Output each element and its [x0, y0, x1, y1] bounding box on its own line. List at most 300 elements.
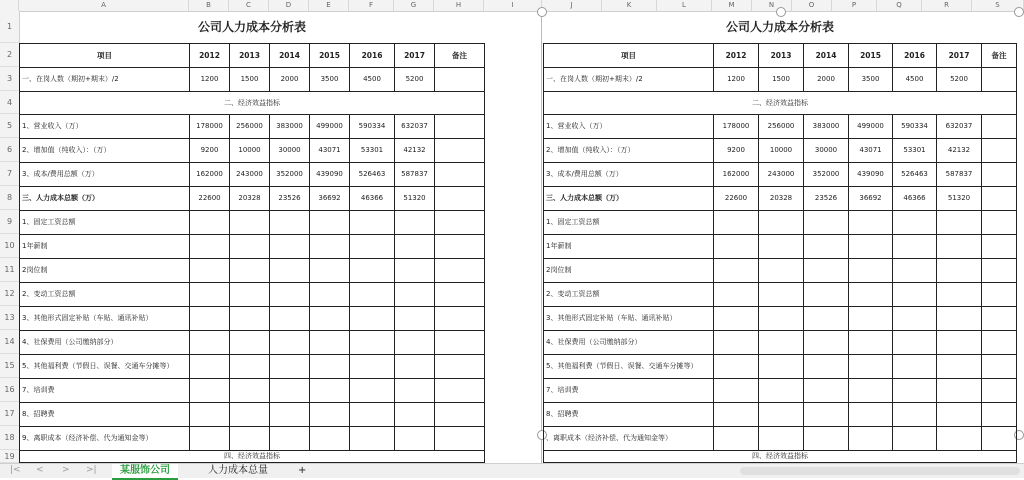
row-header[interactable]: 4 [0, 91, 19, 114]
cell-empty[interactable] [190, 258, 230, 282]
cell-empty[interactable] [350, 354, 395, 378]
cell-empty[interactable] [937, 402, 982, 426]
cell-empty[interactable] [395, 378, 435, 402]
cell-empty[interactable] [982, 258, 1017, 282]
cell-empty[interactable] [230, 258, 270, 282]
cell-empty[interactable] [190, 306, 230, 330]
cell-value[interactable]: 352000 [804, 162, 849, 186]
cell-empty[interactable] [759, 258, 804, 282]
cell-empty[interactable] [759, 378, 804, 402]
cell-empty[interactable] [395, 330, 435, 354]
cell-value[interactable]: 1200 [714, 67, 759, 91]
column-header-h[interactable]: H [434, 0, 484, 11]
cell-empty[interactable] [395, 402, 435, 426]
cell-empty[interactable] [982, 402, 1017, 426]
cell-empty[interactable] [230, 378, 270, 402]
cell-empty[interactable] [395, 426, 435, 450]
cell-empty[interactable] [759, 282, 804, 306]
cell-value[interactable]: 36692 [849, 186, 893, 210]
cell-value[interactable]: 30000 [270, 138, 310, 162]
cell-note[interactable] [435, 186, 485, 210]
row-header[interactable]: 12 [0, 282, 19, 306]
cell-value[interactable]: 20328 [759, 186, 804, 210]
cell-value[interactable]: 632037 [395, 114, 435, 138]
first-sheet-button[interactable]: |< [10, 465, 21, 475]
row-label[interactable]: 2岗位制 [544, 258, 714, 282]
column-header-l[interactable]: L [657, 0, 712, 11]
cell-empty[interactable] [804, 306, 849, 330]
row-header[interactable]: 13 [0, 306, 19, 330]
row-header[interactable]: 7 [0, 162, 19, 186]
cell-empty[interactable] [395, 234, 435, 258]
header-note[interactable]: 备注 [435, 43, 485, 67]
cell-empty[interactable] [270, 426, 310, 450]
column-header-k[interactable]: K [602, 0, 657, 11]
cell-value[interactable]: 9200 [190, 138, 230, 162]
cell-empty[interactable] [310, 210, 350, 234]
cell-empty[interactable] [190, 402, 230, 426]
column-header-q[interactable]: Q [877, 0, 922, 11]
section-header[interactable]: 四、经济效益指标 [544, 450, 1017, 462]
column-header-corner[interactable] [0, 0, 19, 11]
cell-empty[interactable] [310, 402, 350, 426]
header-year[interactable]: 2013 [759, 43, 804, 67]
cell-empty[interactable] [310, 354, 350, 378]
cell-empty[interactable] [759, 210, 804, 234]
column-header-c[interactable]: C [229, 0, 269, 11]
cell-value[interactable]: 256000 [759, 114, 804, 138]
cell-empty[interactable] [982, 282, 1017, 306]
section-header[interactable]: 二、经济效益指标 [544, 91, 1017, 114]
row-label[interactable]: 三、人力成本总额（万） [20, 186, 190, 210]
cell-empty[interactable] [759, 306, 804, 330]
header-year[interactable]: 2013 [230, 43, 270, 67]
cell-empty[interactable] [230, 210, 270, 234]
cell-empty[interactable] [310, 282, 350, 306]
cell-empty[interactable] [350, 210, 395, 234]
cell-empty[interactable] [395, 210, 435, 234]
cell-empty[interactable] [937, 426, 982, 450]
column-header-j[interactable]: J [542, 0, 602, 11]
row-header[interactable]: 6 [0, 138, 19, 162]
cell-empty[interactable] [190, 426, 230, 450]
cell-empty[interactable] [714, 306, 759, 330]
cell-empty[interactable] [270, 258, 310, 282]
cell-empty[interactable] [350, 426, 395, 450]
cell-empty[interactable] [350, 306, 395, 330]
cell-empty[interactable] [937, 234, 982, 258]
cell-empty[interactable] [310, 258, 350, 282]
row-label[interactable]: 1、营业收入（万） [20, 114, 190, 138]
row-label[interactable]: 2、增加值（纯收入）：（万） [544, 138, 714, 162]
cell-value[interactable]: 162000 [190, 162, 230, 186]
cell-empty[interactable] [714, 282, 759, 306]
row-header[interactable]: 19 [0, 450, 19, 463]
cell-value[interactable]: 43071 [310, 138, 350, 162]
header-item[interactable]: 项目 [544, 43, 714, 67]
cell-empty[interactable] [395, 258, 435, 282]
cell-empty[interactable] [759, 330, 804, 354]
header-year[interactable]: 2016 [893, 43, 937, 67]
cell-empty[interactable] [849, 306, 893, 330]
cell-empty[interactable] [435, 258, 485, 282]
cell-value[interactable]: 352000 [270, 162, 310, 186]
cell-empty[interactable] [270, 234, 310, 258]
cell-empty[interactable] [804, 426, 849, 450]
cell-empty[interactable] [230, 234, 270, 258]
column-header-g[interactable]: G [394, 0, 434, 11]
cell-value[interactable]: 23526 [270, 186, 310, 210]
row-label[interactable]: 3、成本/费用总额（万） [544, 162, 714, 186]
cell-value[interactable]: 587837 [937, 162, 982, 186]
next-sheet-button[interactable]: > [62, 465, 70, 475]
row-header[interactable]: 16 [0, 378, 19, 402]
cell-empty[interactable] [270, 402, 310, 426]
cell-value[interactable]: 3500 [310, 67, 350, 91]
cell-empty[interactable] [759, 402, 804, 426]
cell-value[interactable]: 4500 [893, 67, 937, 91]
cell-value[interactable]: 1500 [759, 67, 804, 91]
cell-value[interactable]: 20328 [230, 186, 270, 210]
cell-empty[interactable] [310, 306, 350, 330]
cell-empty[interactable] [310, 330, 350, 354]
row-header[interactable]: 18 [0, 426, 19, 450]
row-header[interactable]: 10 [0, 234, 19, 258]
cell-value[interactable]: 42132 [937, 138, 982, 162]
row-header[interactable]: 9 [0, 210, 19, 234]
section-header[interactable]: 二、经济效益指标 [20, 91, 485, 114]
header-year[interactable]: 2016 [350, 43, 395, 67]
cell-empty[interactable] [804, 378, 849, 402]
prev-sheet-button[interactable]: < [36, 465, 44, 475]
cell-value[interactable]: 383000 [804, 114, 849, 138]
column-header-o[interactable]: O [792, 0, 832, 11]
cell-empty[interactable] [937, 354, 982, 378]
cell-empty[interactable] [435, 306, 485, 330]
cell-empty[interactable] [435, 210, 485, 234]
cell-empty[interactable] [893, 210, 937, 234]
header-year[interactable]: 2017 [937, 43, 982, 67]
cell-note[interactable] [982, 162, 1017, 186]
row-header[interactable]: 1 [0, 11, 19, 43]
cell-value[interactable]: 3500 [849, 67, 893, 91]
cell-empty[interactable] [395, 306, 435, 330]
cell-value[interactable]: 1200 [190, 67, 230, 91]
table-title[interactable]: 公司人力成本分析表 [20, 11, 485, 43]
cell-empty[interactable] [395, 282, 435, 306]
cell-empty[interactable] [435, 426, 485, 450]
section-header[interactable]: 四、经济效益指标 [20, 450, 485, 462]
cell-value[interactable]: 178000 [714, 114, 759, 138]
cell-empty[interactable] [350, 402, 395, 426]
cell-empty[interactable] [982, 330, 1017, 354]
row-label[interactable]: 5、其他福利费（节假日、误餐、交通车分摊等） [544, 354, 714, 378]
cell-empty[interactable] [804, 402, 849, 426]
cell-note[interactable] [982, 138, 1017, 162]
row-label[interactable]: 3、成本/费用总额（万） [20, 162, 190, 186]
row-label[interactable]: 3、其他形式固定补贴（车贴、通讯补贴） [544, 306, 714, 330]
cell-empty[interactable] [804, 258, 849, 282]
cell-empty[interactable] [714, 354, 759, 378]
cell-empty[interactable] [350, 282, 395, 306]
cell-empty[interactable] [270, 282, 310, 306]
cell-empty[interactable] [435, 402, 485, 426]
cell-value[interactable]: 243000 [230, 162, 270, 186]
cell-empty[interactable] [849, 234, 893, 258]
header-year[interactable]: 2017 [395, 43, 435, 67]
cell-empty[interactable] [190, 210, 230, 234]
row-header[interactable]: 15 [0, 354, 19, 378]
cell-empty[interactable] [804, 330, 849, 354]
cell-value[interactable]: 10000 [759, 138, 804, 162]
last-sheet-button[interactable]: >| [86, 465, 97, 475]
cell-note[interactable] [435, 67, 485, 91]
row-label[interactable]: 5、其他福利费（节假日、误餐、交通车分摊等） [20, 354, 190, 378]
row-label[interactable]: 9、离职成本（经济补偿、代为通知金等） [20, 426, 190, 450]
column-header-a[interactable]: A [19, 0, 189, 11]
cell-value[interactable]: 4500 [350, 67, 395, 91]
cell-value[interactable]: 587837 [395, 162, 435, 186]
cell-value[interactable]: 2000 [804, 67, 849, 91]
cell-empty[interactable] [270, 378, 310, 402]
cell-value[interactable]: 439090 [310, 162, 350, 186]
cell-value[interactable]: 51320 [937, 186, 982, 210]
cell-empty[interactable] [893, 402, 937, 426]
cell-value[interactable]: 256000 [230, 114, 270, 138]
row-header[interactable]: 17 [0, 402, 19, 426]
header-year[interactable]: 2012 [190, 43, 230, 67]
tab-labor-cost-total[interactable]: 人力成本总量 [208, 465, 268, 476]
cell-empty[interactable] [190, 378, 230, 402]
cell-empty[interactable] [759, 426, 804, 450]
row-label[interactable]: 8、招聘费 [20, 402, 190, 426]
cell-empty[interactable] [982, 354, 1017, 378]
cell-empty[interactable] [714, 210, 759, 234]
column-header-f[interactable]: F [349, 0, 394, 11]
cell-value[interactable]: 23526 [804, 186, 849, 210]
row-label[interactable]: 4、社保费用（公司缴纳部分） [20, 330, 190, 354]
cell-empty[interactable] [759, 354, 804, 378]
cell-empty[interactable] [310, 378, 350, 402]
cell-empty[interactable] [893, 282, 937, 306]
row-label[interactable]: 1年薪制 [544, 234, 714, 258]
cell-empty[interactable] [714, 234, 759, 258]
cell-value[interactable]: 36692 [310, 186, 350, 210]
cell-empty[interactable] [190, 354, 230, 378]
cell-empty[interactable] [893, 258, 937, 282]
row-label[interactable]: 3、其他形式固定补贴（车贴、通讯补贴） [20, 306, 190, 330]
cell-value[interactable]: 590334 [893, 114, 937, 138]
cell-empty[interactable] [893, 306, 937, 330]
cell-value[interactable]: 43071 [849, 138, 893, 162]
row-label[interactable]: 1年薪制 [20, 234, 190, 258]
cell-value[interactable]: 526463 [893, 162, 937, 186]
column-header-b[interactable]: B [189, 0, 229, 11]
cell-empty[interactable] [982, 210, 1017, 234]
cell-empty[interactable] [893, 426, 937, 450]
cell-empty[interactable] [937, 378, 982, 402]
cell-empty[interactable] [849, 354, 893, 378]
row-label[interactable]: 4、社保费用（公司缴纳部分） [544, 330, 714, 354]
cell-empty[interactable] [230, 330, 270, 354]
cell-empty[interactable] [804, 354, 849, 378]
row-header[interactable]: 5 [0, 114, 19, 138]
cell-empty[interactable] [435, 330, 485, 354]
cell-empty[interactable] [395, 354, 435, 378]
cell-empty[interactable] [982, 378, 1017, 402]
cell-empty[interactable] [849, 426, 893, 450]
row-header[interactable]: 3 [0, 67, 19, 91]
cell-empty[interactable] [230, 354, 270, 378]
row-label[interactable]: 8、招聘费 [544, 402, 714, 426]
cell-empty[interactable] [849, 402, 893, 426]
row-header[interactable]: 14 [0, 330, 19, 354]
cell-empty[interactable] [937, 306, 982, 330]
row-label[interactable]: 2、变动工资总额 [20, 282, 190, 306]
column-header-m[interactable]: M [712, 0, 752, 11]
cell-value[interactable]: 46366 [893, 186, 937, 210]
cell-empty[interactable] [350, 258, 395, 282]
row-label[interactable]: 7、培训费 [20, 378, 190, 402]
cell-value[interactable]: 2000 [270, 67, 310, 91]
horizontal-scrollbar[interactable] [740, 467, 1020, 475]
cell-value[interactable]: 243000 [759, 162, 804, 186]
cell-value[interactable]: 590334 [350, 114, 395, 138]
cell-empty[interactable] [230, 426, 270, 450]
cell-empty[interactable] [435, 282, 485, 306]
cell-value[interactable]: 22600 [190, 186, 230, 210]
header-year[interactable]: 2014 [804, 43, 849, 67]
cell-empty[interactable] [435, 354, 485, 378]
cell-value[interactable]: 51320 [395, 186, 435, 210]
column-header-p[interactable]: P [832, 0, 877, 11]
cell-empty[interactable] [982, 426, 1017, 450]
row-label[interactable]: 1、营业收入（万） [544, 114, 714, 138]
cell-value[interactable]: 178000 [190, 114, 230, 138]
row-header[interactable]: 11 [0, 258, 19, 282]
cell-empty[interactable] [893, 354, 937, 378]
cell-empty[interactable] [804, 282, 849, 306]
cell-empty[interactable] [893, 330, 937, 354]
column-header-n[interactable]: N [752, 0, 792, 11]
cell-empty[interactable] [270, 306, 310, 330]
cell-empty[interactable] [937, 210, 982, 234]
cell-empty[interactable] [849, 282, 893, 306]
cell-empty[interactable] [849, 210, 893, 234]
header-note[interactable]: 备注 [982, 43, 1017, 67]
cell-empty[interactable] [982, 306, 1017, 330]
cell-value[interactable]: 30000 [804, 138, 849, 162]
cell-value[interactable]: 162000 [714, 162, 759, 186]
header-year[interactable]: 2014 [270, 43, 310, 67]
column-header-d[interactable]: D [269, 0, 309, 11]
cell-empty[interactable] [714, 426, 759, 450]
row-label[interactable]: 一、在岗人数（期初+期末）/2 [20, 67, 190, 91]
cell-empty[interactable] [714, 378, 759, 402]
cell-empty[interactable] [270, 330, 310, 354]
cell-empty[interactable] [893, 234, 937, 258]
cell-empty[interactable] [190, 234, 230, 258]
cell-empty[interactable] [350, 234, 395, 258]
cell-value[interactable]: 53301 [893, 138, 937, 162]
row-label[interactable]: 2、增加值（纯收入）：（万） [20, 138, 190, 162]
row-label[interactable]: 、离职成本（经济补偿、代为通知金等） [544, 426, 714, 450]
cell-empty[interactable] [759, 234, 804, 258]
cell-value[interactable]: 53301 [350, 138, 395, 162]
cell-value[interactable]: 10000 [230, 138, 270, 162]
table-title[interactable]: 公司人力成本分析表 [544, 11, 1017, 43]
cell-note[interactable] [435, 114, 485, 138]
cell-empty[interactable] [350, 330, 395, 354]
cell-value[interactable]: 632037 [937, 114, 982, 138]
tab-some-apparel-company[interactable]: 某服饰公司 [112, 464, 178, 480]
cell-empty[interactable] [849, 258, 893, 282]
cell-empty[interactable] [714, 402, 759, 426]
cell-empty[interactable] [190, 282, 230, 306]
cell-empty[interactable] [270, 354, 310, 378]
row-label[interactable]: 一、在岗人数（期初+期末）/2 [544, 67, 714, 91]
header-year[interactable]: 2015 [310, 43, 350, 67]
cell-value[interactable]: 439090 [849, 162, 893, 186]
cell-empty[interactable] [435, 234, 485, 258]
cell-value[interactable]: 46366 [350, 186, 395, 210]
column-header-r[interactable]: R [922, 0, 972, 11]
cell-value[interactable]: 22600 [714, 186, 759, 210]
cell-empty[interactable] [804, 210, 849, 234]
cell-empty[interactable] [804, 234, 849, 258]
column-header-i[interactable]: I [484, 0, 542, 11]
cell-empty[interactable] [230, 282, 270, 306]
cell-empty[interactable] [849, 378, 893, 402]
column-header-s[interactable]: S [972, 0, 1024, 11]
cell-empty[interactable] [937, 330, 982, 354]
cell-value[interactable]: 42132 [395, 138, 435, 162]
add-sheet-button[interactable]: + [298, 465, 307, 476]
cell-empty[interactable] [190, 330, 230, 354]
cell-note[interactable] [435, 162, 485, 186]
cell-empty[interactable] [849, 330, 893, 354]
cell-empty[interactable] [937, 258, 982, 282]
header-year[interactable]: 2015 [849, 43, 893, 67]
cell-empty[interactable] [714, 330, 759, 354]
cell-empty[interactable] [435, 378, 485, 402]
row-header[interactable]: 8 [0, 186, 19, 210]
cell-empty[interactable] [230, 402, 270, 426]
row-label[interactable]: 2岗位制 [20, 258, 190, 282]
cell-empty[interactable] [714, 258, 759, 282]
cell-empty[interactable] [310, 234, 350, 258]
cell-value[interactable]: 5200 [395, 67, 435, 91]
cell-empty[interactable] [270, 210, 310, 234]
cell-note[interactable] [982, 186, 1017, 210]
cell-value[interactable]: 499000 [849, 114, 893, 138]
cell-value[interactable]: 526463 [350, 162, 395, 186]
cell-value[interactable]: 9200 [714, 138, 759, 162]
cell-value[interactable]: 1500 [230, 67, 270, 91]
row-header[interactable]: 2 [0, 43, 19, 67]
cell-value[interactable]: 5200 [937, 67, 982, 91]
cell-empty[interactable] [230, 306, 270, 330]
cell-empty[interactable] [937, 282, 982, 306]
row-label[interactable]: 三、人力成本总额（万） [544, 186, 714, 210]
cell-empty[interactable] [350, 378, 395, 402]
column-header-e[interactable]: E [309, 0, 349, 11]
cell-empty[interactable] [893, 378, 937, 402]
cell-value[interactable]: 499000 [310, 114, 350, 138]
header-year[interactable]: 2012 [714, 43, 759, 67]
row-label[interactable]: 2、变动工资总额 [544, 282, 714, 306]
cell-note[interactable] [435, 138, 485, 162]
